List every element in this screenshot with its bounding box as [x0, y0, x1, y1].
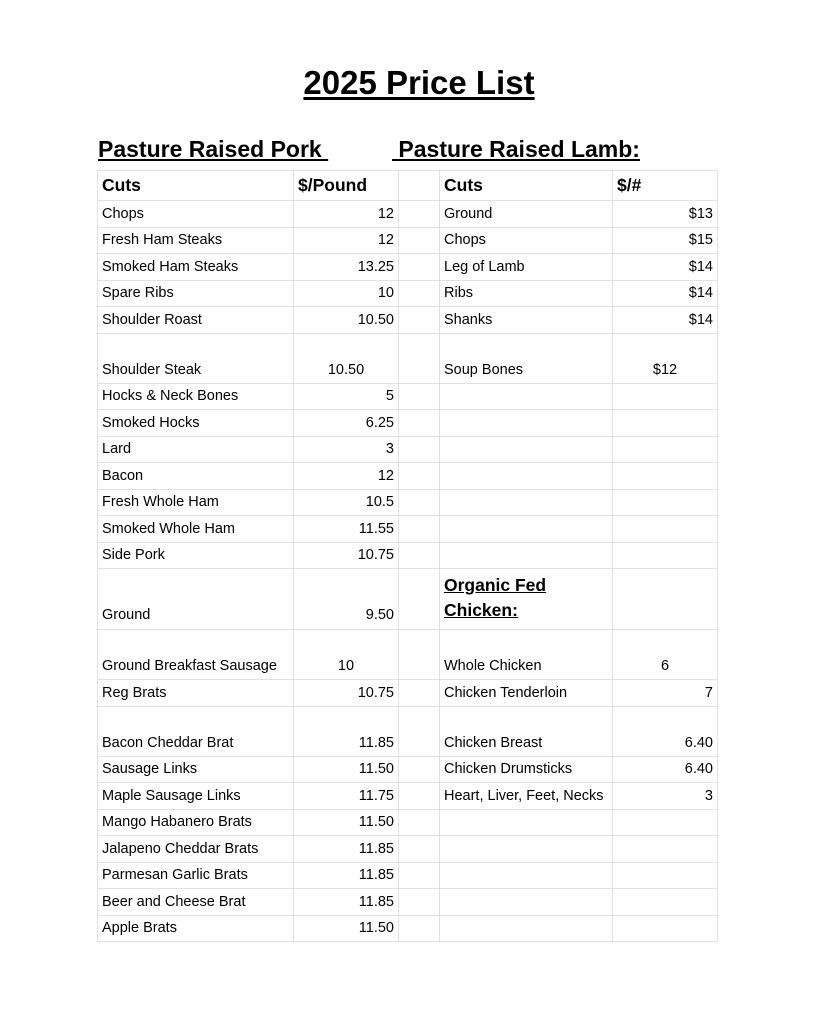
lamb-cut-name: [440, 516, 613, 543]
lamb-cut-name: [440, 862, 613, 889]
lamb-cut-name: [440, 542, 613, 569]
lamb-cut-name: [440, 836, 613, 863]
lamb-cut-name: Ribs: [440, 280, 613, 307]
table-row: [98, 862, 718, 889]
lamb-price: 3: [613, 783, 718, 810]
lamb-cut-name: Chicken Breast: [440, 706, 613, 756]
pork-price-header: $/Pound: [294, 171, 399, 201]
lamb-price: [613, 889, 718, 916]
spacer-cell: [399, 783, 440, 810]
pork-price: 10.5: [294, 489, 399, 516]
lamb-section-heading: Pasture Raised Lamb:: [392, 136, 640, 162]
pork-cut-name: Spare Ribs: [98, 280, 294, 307]
pork-cut-name: Ground Breakfast Sausage: [98, 630, 294, 680]
pork-cut-name: Reg Brats: [98, 680, 294, 707]
table-row: [98, 889, 718, 916]
pork-price: 10.75: [294, 542, 399, 569]
spacer-cell: [399, 307, 440, 334]
spacer-cell: [399, 516, 440, 543]
spacer-cell: [399, 171, 440, 201]
spacer-cell: [399, 436, 440, 463]
spacer-cell: [399, 915, 440, 942]
pork-cut-name: Smoked Whole Ham: [98, 516, 294, 543]
lamb-cuts-header: Cuts: [440, 171, 613, 201]
table-row: [98, 307, 718, 334]
spacer-cell: [399, 280, 440, 307]
table-row: [98, 436, 718, 463]
lamb-price: [613, 489, 718, 516]
pork-price: 12: [294, 227, 399, 254]
table-row: [98, 516, 718, 543]
table-row: [98, 569, 718, 630]
pork-price: 13.25: [294, 254, 399, 281]
pork-price: 11.50: [294, 756, 399, 783]
lamb-cut-name: [440, 915, 613, 942]
table-row: [98, 280, 718, 307]
lamb-price: [613, 836, 718, 863]
spacer-cell: [399, 836, 440, 863]
table-row: [98, 756, 718, 783]
spacer-cell: [399, 809, 440, 836]
table-row: [98, 201, 718, 228]
pork-section-heading: Pasture Raised Pork: [98, 136, 329, 162]
spacer-cell: [399, 889, 440, 916]
lamb-cut-name: [440, 489, 613, 516]
table-row: [98, 542, 718, 569]
pork-cut-name: Smoked Hocks: [98, 410, 294, 437]
table-header-row: [98, 171, 718, 201]
pork-cut-name: Lard: [98, 436, 294, 463]
table-row: [98, 463, 718, 490]
table-row: [98, 783, 718, 810]
pork-price: 3: [294, 436, 399, 463]
lamb-price: 6.40: [613, 756, 718, 783]
lamb-price: [613, 809, 718, 836]
lamb-price: [613, 862, 718, 889]
lamb-cut-name: Chops: [440, 227, 613, 254]
lamb-price: [613, 915, 718, 942]
spacer-cell: [399, 201, 440, 228]
lamb-price: [613, 569, 718, 630]
lamb-cut-name: Ground: [440, 201, 613, 228]
table-row: [98, 630, 718, 680]
lamb-price: [613, 516, 718, 543]
chicken-section-cell: [440, 569, 613, 630]
pork-cut-name: Apple Brats: [98, 915, 294, 942]
lamb-price: $14: [613, 307, 718, 334]
lamb-price: $14: [613, 280, 718, 307]
pork-price: 12: [294, 201, 399, 228]
pork-price: 11.55: [294, 516, 399, 543]
lamb-price-header: $/#: [613, 171, 718, 201]
page-title: 2025 Price List: [303, 64, 535, 101]
pork-price: 11.85: [294, 706, 399, 756]
lamb-cut-name: Chicken Tenderloin: [440, 680, 613, 707]
lamb-price: [613, 542, 718, 569]
pork-price: 6.25: [294, 410, 399, 437]
lamb-price: [613, 383, 718, 410]
table-row: [98, 915, 718, 942]
lamb-cut-name: [440, 809, 613, 836]
pork-cut-name: Beer and Cheese Brat: [98, 889, 294, 916]
table-row: [98, 836, 718, 863]
pork-price: 9.50: [294, 569, 399, 630]
pork-price: 10.50: [294, 333, 399, 383]
lamb-cut-name: [440, 410, 613, 437]
pork-cut-name: Parmesan Garlic Brats: [98, 862, 294, 889]
lamb-price: $12: [613, 333, 718, 383]
table-row: [98, 489, 718, 516]
pork-price: 10.75: [294, 680, 399, 707]
lamb-price: 6: [613, 630, 718, 680]
spacer-cell: [399, 463, 440, 490]
spacer-cell: [399, 756, 440, 783]
pork-cut-name: Jalapeno Cheddar Brats: [98, 836, 294, 863]
lamb-price: 6.40: [613, 706, 718, 756]
pork-cut-name: Side Pork: [98, 542, 294, 569]
pork-cut-name: Mango Habanero Brats: [98, 809, 294, 836]
pork-price: 11.85: [294, 862, 399, 889]
pork-price: 11.85: [294, 889, 399, 916]
lamb-cut-name: Heart, Liver, Feet, Necks: [440, 783, 613, 810]
pork-cut-name: Maple Sausage Links: [98, 783, 294, 810]
lamb-cut-name: Soup Bones: [440, 333, 613, 383]
table-row: [98, 383, 718, 410]
lamb-price: [613, 463, 718, 490]
pork-price: 5: [294, 383, 399, 410]
spacer-cell: [399, 630, 440, 680]
spacer-cell: [399, 410, 440, 437]
pork-price: 11.50: [294, 915, 399, 942]
pork-cut-name: Shoulder Steak: [98, 333, 294, 383]
pork-price: 10.50: [294, 307, 399, 334]
spacer-cell: [399, 680, 440, 707]
spacer-cell: [399, 333, 440, 383]
pork-cut-name: Sausage Links: [98, 756, 294, 783]
table-row: [98, 254, 718, 281]
lamb-price: $15: [613, 227, 718, 254]
lamb-cut-name: [440, 463, 613, 490]
lamb-price: [613, 436, 718, 463]
lamb-price: 7: [613, 680, 718, 707]
spacer-cell: [399, 227, 440, 254]
spacer-cell: [399, 383, 440, 410]
lamb-cut-name: [440, 436, 613, 463]
pork-cut-name: Ground: [98, 569, 294, 630]
pork-cut-name: Shoulder Roast: [98, 307, 294, 334]
table-row: [98, 706, 718, 756]
pork-cut-name: Hocks & Neck Bones: [98, 383, 294, 410]
pork-cut-name: Chops: [98, 201, 294, 228]
lamb-cut-name: [440, 889, 613, 916]
table-row: [98, 410, 718, 437]
lamb-cut-name: Chicken Drumsticks: [440, 756, 613, 783]
pork-cut-name: Bacon: [98, 463, 294, 490]
pork-price: 10: [294, 630, 399, 680]
table-row: [98, 809, 718, 836]
table-row: [98, 227, 718, 254]
lamb-cut-name: Whole Chicken: [440, 630, 613, 680]
lamb-price: $13: [613, 201, 718, 228]
lamb-price: $14: [613, 254, 718, 281]
pork-price: 11.85: [294, 836, 399, 863]
spacer-cell: [399, 542, 440, 569]
pork-cut-name: Fresh Ham Steaks: [98, 227, 294, 254]
spacer-cell: [399, 706, 440, 756]
spacer-cell: [399, 254, 440, 281]
pork-price: 10: [294, 280, 399, 307]
chicken-section-heading: Organic Fed Chicken:: [444, 575, 547, 620]
pork-price: 11.75: [294, 783, 399, 810]
pork-cut-name: Fresh Whole Ham: [98, 489, 294, 516]
lamb-cut-name: Shanks: [440, 307, 613, 334]
price-table: [97, 170, 718, 942]
pork-price: 12: [294, 463, 399, 490]
spacer-cell: [399, 862, 440, 889]
lamb-price: [613, 410, 718, 437]
spacer-cell: [399, 489, 440, 516]
pork-cuts-header: Cuts: [98, 171, 294, 201]
table-row: [98, 333, 718, 383]
pork-cut-name: Bacon Cheddar Brat: [98, 706, 294, 756]
table-row: [98, 680, 718, 707]
lamb-cut-name: Leg of Lamb: [440, 254, 613, 281]
pork-price: 11.50: [294, 809, 399, 836]
spacer-cell: [399, 569, 440, 630]
pork-cut-name: Smoked Ham Steaks: [98, 254, 294, 281]
lamb-cut-name: [440, 383, 613, 410]
